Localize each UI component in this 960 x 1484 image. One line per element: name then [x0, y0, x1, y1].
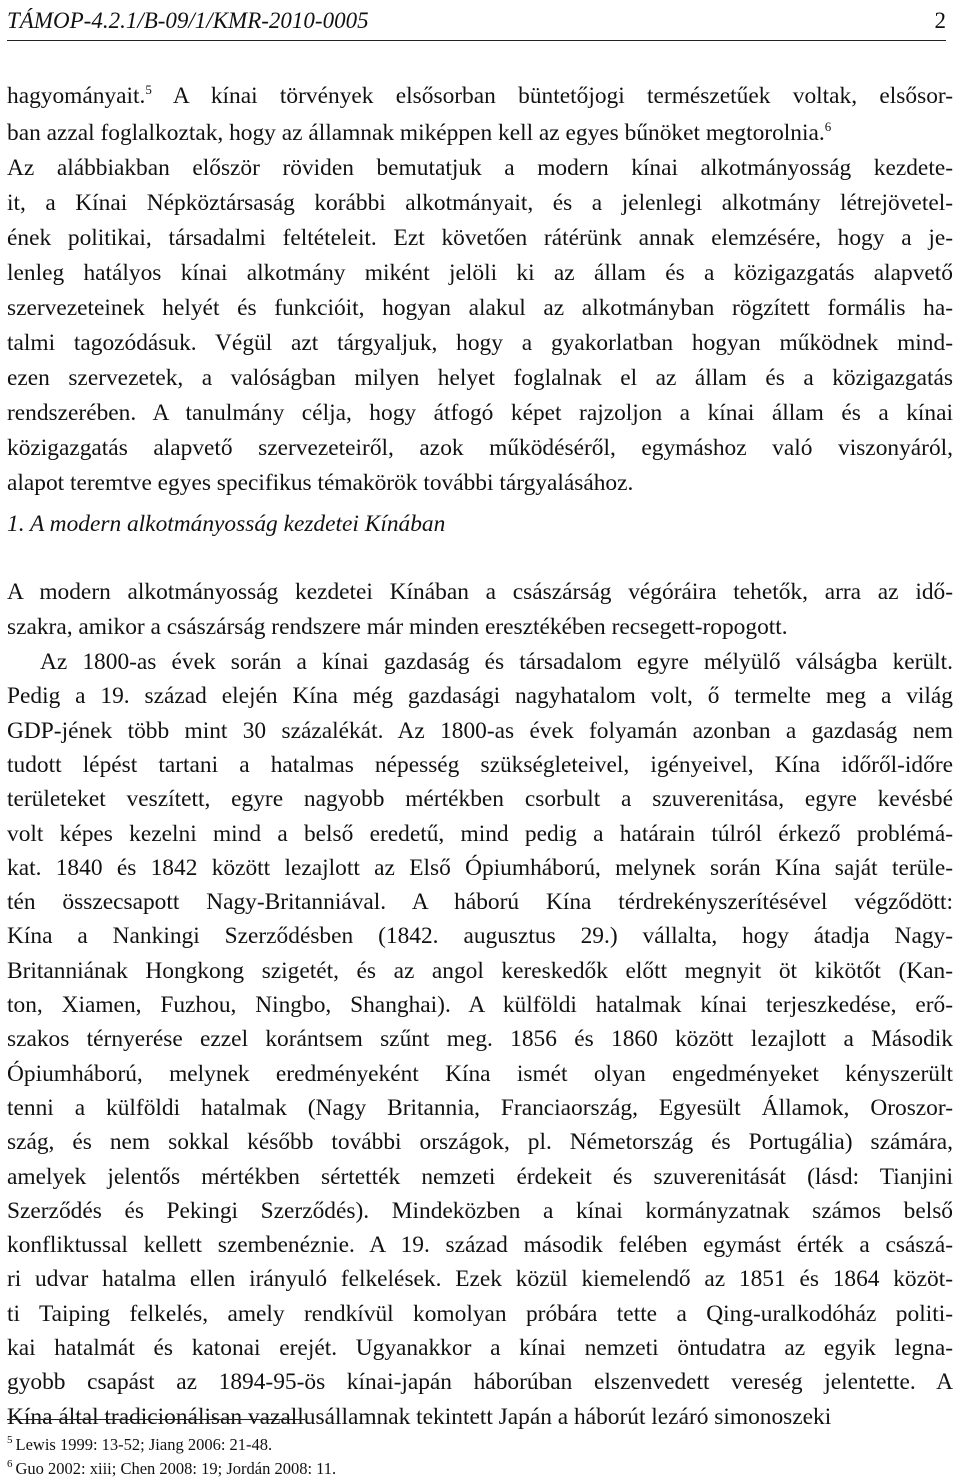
body-line: Britanniának Hongkong szigetét, és az angol kereskedők előtt megnyit öt kikötőt (Kan- — [7, 957, 953, 984]
footnote: $^6$ Guo 2002: xiii; Chen 2008: 19; Jordán 2008: 11. — [7, 1458, 337, 1478]
body-line: szakra, amikor a császárság rendszere már minden eresztékében recsegett-ropogott. — [7, 614, 788, 640]
footnote: $^5$ Lewis 1999: 13-52; Jiang 2006: 21-48. — [7, 1434, 273, 1454]
body-line: GDP-jének több mint 30 százalékát. Az 1800-as évek folyamán azonban a gazdaság nem — [7, 717, 953, 744]
body-line: szakos térnyerése ezzel korántsem szűnt meg. 1856 és 1860 között lezajlott a Második — [7, 1026, 953, 1053]
body-line: Az alábbiakban először röviden bemutatjuk a modern kínai alkotmányosság kezdete- — [7, 155, 953, 181]
body-line: konfliktussal kellett szembenéznie. A 19. század második felében egymást érték a császá- — [7, 1232, 953, 1259]
body-line: tenni a külföldi hatalmak (Nagy Britannia, Franciaország, Egyesült Államok, Oroszor- — [7, 1094, 953, 1121]
body-line: Kína által tradicionálisan vazallusállamnak tekintett Japán a háborút lezáró simonoszeki — [7, 1403, 832, 1430]
body-line: Az 1800-as évek során a kínai gazdaság és társadalom egyre mélyülő válságba került. — [40, 649, 953, 675]
body-line: lenleg hatályos kínai alkotmány miként jelöli ki az állam és a közigazgatás alapvető — [7, 260, 953, 286]
body-line: ének politikai, társadalmi feltételeit. Ezt követően rátérünk annak elemzésére, hogy a je- — [7, 225, 953, 251]
body-line: kat. 1840 és 1842 között lezajlott az Első Ópiumháború, melynek során Kína saját terüle- — [7, 854, 953, 881]
body-line: Pedig a 19. század elején Kína még gazdasági nagyhatalom volt, ő termelte meg a világ — [7, 683, 953, 710]
body-line: talmi tagozódásuk. Végül azt tárgyaljuk, hogy a gyakorlatban hogyan működnek mind- — [7, 330, 953, 356]
body-line: Szerződés és Pekingi Szerződés). Mindeközben a kínai kormányzatnak számos belső — [7, 1197, 953, 1224]
body-line: ban azzal foglalkoztak, hogy az államnak miképpen kell az egyes bűnöket megtorolnia.$^6$ — [7, 119, 832, 146]
body-line: ri udvar hatalma ellen irányuló felkelések. Ezek közül kiemelendő az 1851 és 1864 közöt- — [7, 1266, 953, 1293]
body-line: volt képes kezelni mind a belső eredetű, mind pedig a határain túlról érkező problémá- — [7, 820, 953, 847]
body-line: Kína a Nankingi Szerződésben (1842. augusztus 29.) vállalta, hogy átadja Nagy- — [7, 923, 953, 950]
footnote-ref[interactable]: 5 — [145, 82, 152, 97]
body-line: rendszerében. A tanulmány célja, hogy átfogó képet rajzoljon a kínai állam és a kínai — [7, 400, 953, 426]
footnote-separator — [7, 1419, 305, 1420]
body-line: tudott lépést tartani a hatalmas népesség szükségleteivel, igényeivel, Kína időről-időre — [7, 751, 953, 778]
page-header — [7, 6, 946, 41]
body-line: amelyek jelentős mértékben sértették nemzeti érdekeit és szuverenitását (lásd: Tianjini — [7, 1163, 953, 1190]
body-line: ezen szervezetek, a valóságban milyen helyet foglalnak el az állam és a közigazgatás — [7, 365, 953, 391]
footnote-ref[interactable]: 6 — [824, 119, 832, 134]
body-line: it, a Kínai Népköztársaság korábbi alkotmányait, és a jelenlegi alkotmány létrejövetel- — [7, 190, 953, 216]
body-line: ti Taiping felkelés, amely rendkívül komolyan próbára tette a Qing-uralkodóház politi- — [7, 1300, 953, 1327]
body-line: A modern alkotmányosság kezdetei Kínában a császárság végóráira tehetők, arra az idő- — [7, 579, 953, 605]
body-line: szág, és nem sokkal később további országok, pl. Németország és Portugália) számára, — [7, 1129, 953, 1156]
body-line: tén összecsapott Nagy-Britanniával. A háború Kína térdrekényszerítésével végződött: — [7, 889, 953, 916]
project-code: TÁMOP-4.2.1/B-09/1/KMR-2010-0005 — [7, 8, 369, 33]
body-line: szervezeteinek helyét és funkcióit, hogyan alakul az alkotmányban rögzített formális ha- — [7, 295, 953, 321]
section-heading: 1. A modern alkotmányosság kezdetei Kínában — [7, 511, 446, 537]
body-line: Ópiumháború, melynek eredményeként Kína ismét olyan engedményeket kényszerült — [7, 1060, 953, 1087]
body-line: kai hatalmát és katonai erejét. Ugyanakkor a kínai nemzeti öntudatra az egyik legna- — [7, 1335, 953, 1361]
body-line: gyobb csapást az 1894-95-ös kínai-japán háborúban elszenvedett vereség jelentette. A — [7, 1369, 953, 1396]
body-line: területeket veszített, egyre nagyobb mértékben csorbult a szuverenitása, egyre kevésbé — [7, 786, 953, 813]
body-line: alapot teremtve egyes specifikus témakörök további tárgyalásához. — [7, 470, 634, 496]
page-number: 2 — [934, 8, 946, 33]
body-line: hagyományait.$^5$ A kínai törvények elsősorban büntetőjogi természetűek voltak, elsősor- — [7, 82, 953, 109]
body-line: ton, Xiamen, Fuzhou, Ningbo, Shanghai). A külföldi hatalmak kínai terjeszkedése, erő- — [7, 992, 953, 1018]
body-line: közigazgatás alapvető szervezeteiről, azok működéséről, egymáshoz való viszonyáról, — [7, 435, 953, 461]
